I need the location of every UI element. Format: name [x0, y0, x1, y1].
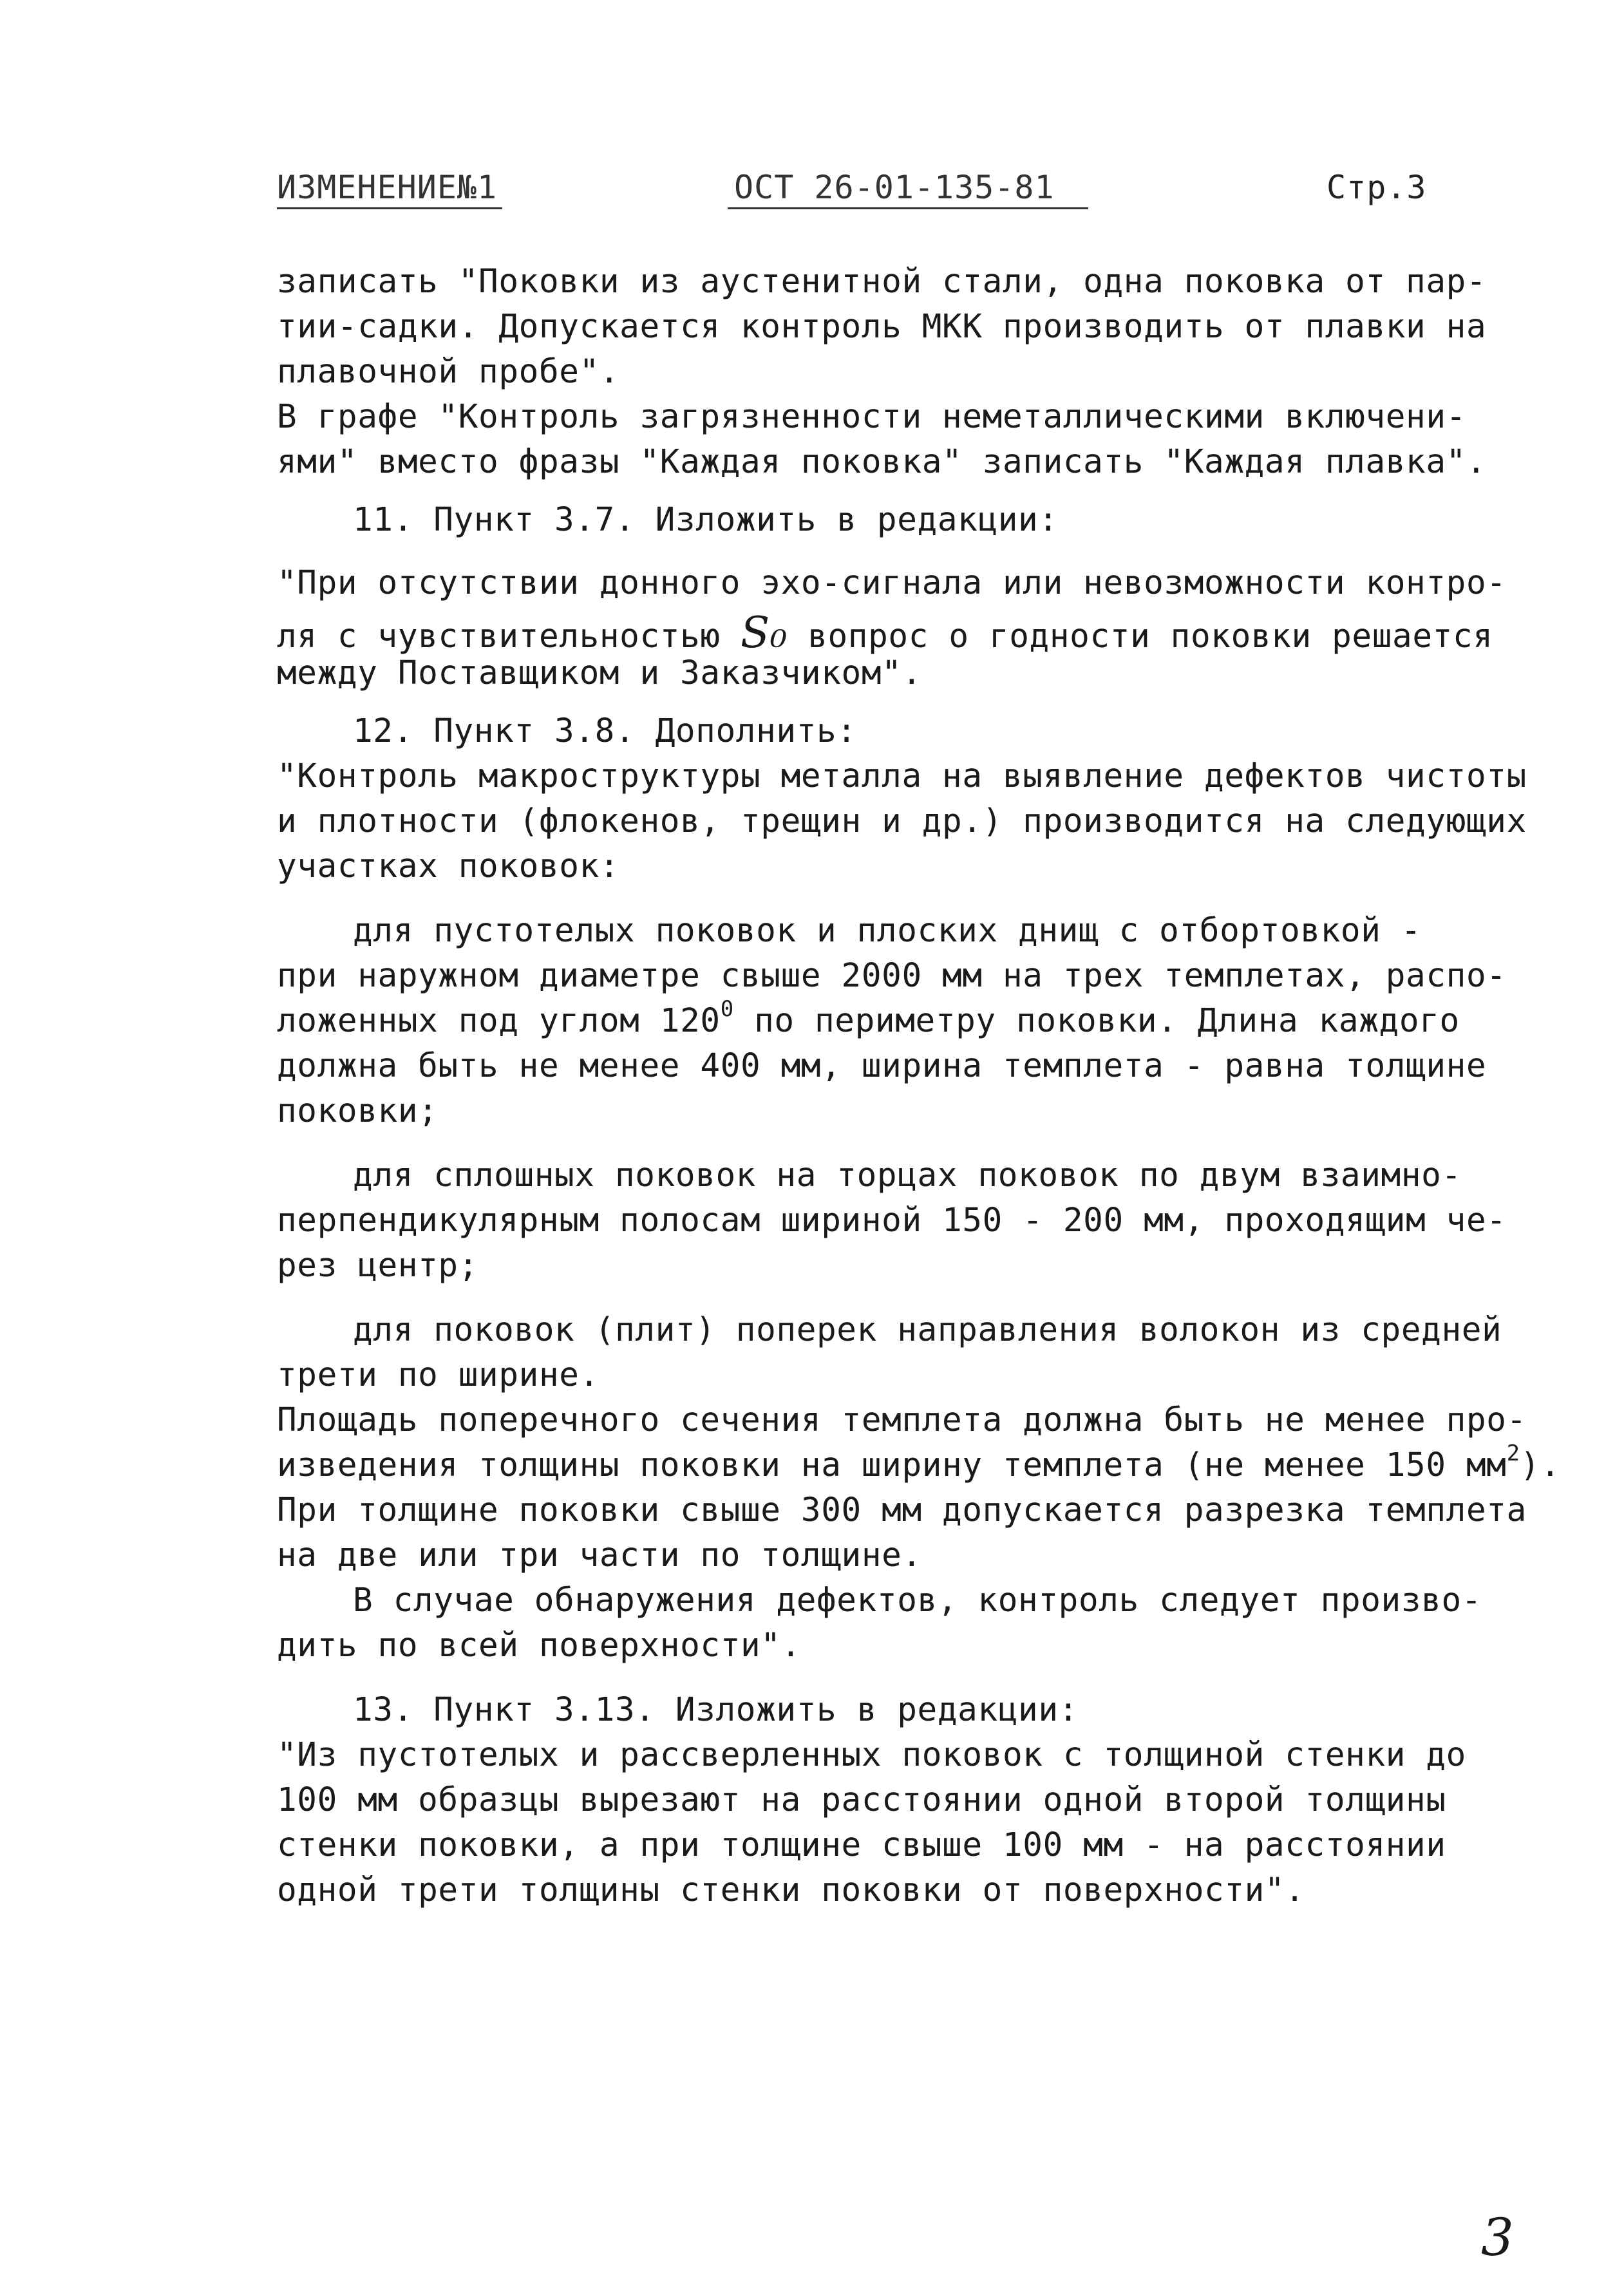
page-label-header: Стр.3 [1327, 169, 1427, 206]
section-heading-13: 13. Пункт 3.13. Изложить в редакции: [353, 1691, 1079, 1729]
text-fragment: ). [1520, 1446, 1561, 1484]
text-line: между Поставщиком и Заказчиком". [277, 654, 922, 692]
section-heading-11: 11. Пункт 3.7. Изложить в редакции: [353, 501, 1059, 539]
text-line: В графе "Контроль загрязненности неметаллическими включени- [277, 398, 1466, 436]
sensitivity-symbol: S₀ [741, 608, 788, 657]
text-line: дить по всей поверхности". [277, 1627, 801, 1665]
text-line: одной трети толщины стенки поковки от поверхности". [277, 1871, 1305, 1909]
standard-code-header: ОСТ 26-01-135-81 [734, 169, 1055, 206]
text-line: тии-садки. Допускается контроль МКК производить от плавки на [277, 308, 1487, 346]
text-fragment: изведения толщины поковки на ширину темплета (не менее 150 мм [277, 1446, 1507, 1484]
text-fragment: ля с чувствительностью [277, 618, 741, 656]
text-line: В случае обнаружения дефектов, контроль следует произво- [353, 1582, 1482, 1620]
text-line: При толщине поковки свыше 300 мм допускается разрезка темплета [277, 1491, 1527, 1529]
text-line: 100 мм образцы вырезают на расстоянии одной второй толщины [277, 1781, 1446, 1819]
text-line: ями" вместо фразы "Каждая поковка" записать "Каждая плавка". [277, 443, 1487, 481]
text-line: участках поковок: [277, 847, 620, 885]
text-line: Площадь поперечного сечения темплета должна быть не менее про- [277, 1401, 1527, 1439]
text-line [277, 996, 1460, 1040]
text-line: на две или три части по толщине. [277, 1536, 922, 1574]
text-fragment: ложенных под углом 120 [277, 1002, 721, 1040]
text-line: "Контроль макроструктуры металла на выявление дефектов чистоты [277, 757, 1527, 795]
change-number-header: ИЗМЕНЕНИЕ№1 [277, 169, 498, 206]
text-line: при наружном диаметре свыше 2000 мм на трех темплетах, распо- [277, 957, 1507, 995]
text-line: рез центр; [277, 1247, 479, 1285]
text-line: поковки; [277, 1092, 439, 1130]
text-line: для сплошных поковок на торцах поковок по двум взаимно- [353, 1157, 1462, 1195]
text-fragment: вопрос о годности поковки решается [787, 618, 1493, 656]
page-number: 3 [1481, 2207, 1514, 2267]
text-line: плавочной пробе". [277, 353, 620, 391]
section-heading-12: 12. Пункт 3.8. Дополнить: [353, 712, 857, 750]
underline [277, 207, 502, 209]
text-line: для пустотелых поковок и плоских днищ с отбортовкой - [353, 912, 1422, 950]
text-line: записать "Поковки из аустенитной стали, одна поковка от пар- [277, 263, 1487, 301]
text-line [277, 608, 1493, 657]
degree-superscript: 0 [720, 996, 734, 1022]
underline [728, 207, 1088, 209]
text-line: перпендикулярным полосам шириной 150 - 200 мм, проходящим че- [277, 1202, 1507, 1240]
text-line: должна быть не менее 400 мм, ширина темплета - равна толщине [277, 1047, 1487, 1085]
text-line [277, 1441, 1561, 1484]
text-line: стенки поковки, а при толщине свыше 100 мм - на расстоянии [277, 1826, 1446, 1864]
text-line: и плотности (флокенов, трещин и др.) производится на следующих [277, 802, 1527, 840]
text-line: "При отсутствии донного эхо-сигнала или невозможности контро- [277, 564, 1507, 602]
text-line: трети по ширине. [277, 1356, 600, 1394]
text-fragment: по периметру поковки. Длина каждого [733, 1002, 1460, 1040]
square-superscript: 2 [1506, 1441, 1520, 1466]
text-line: для поковок (плит) поперек направления волокон из средней [353, 1311, 1502, 1349]
text-line: "Из пустотелых и рассверленных поковок с толщиной стенки до [277, 1736, 1466, 1774]
